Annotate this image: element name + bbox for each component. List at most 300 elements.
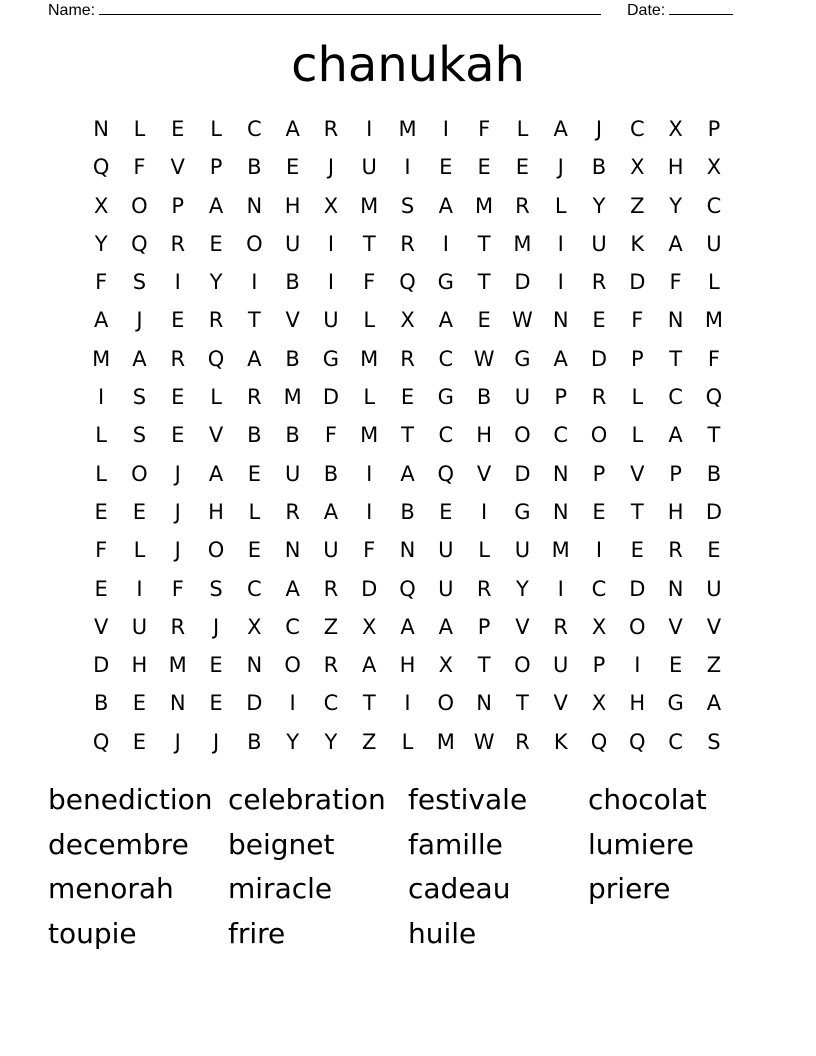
- grid-letter[interactable]: R: [591, 385, 607, 410]
- grid-letter[interactable]: B: [247, 729, 262, 754]
- grid-letter[interactable]: B: [285, 346, 300, 371]
- grid-letter[interactable]: S: [707, 729, 721, 754]
- grid-letter[interactable]: I: [136, 576, 143, 601]
- grid-letter[interactable]: A: [668, 423, 683, 448]
- grid-letter[interactable]: G: [667, 691, 684, 716]
- grid-letter[interactable]: A: [323, 499, 339, 524]
- grid-letter[interactable]: D: [705, 499, 722, 524]
- grid-letter[interactable]: T: [669, 346, 683, 371]
- grid-letter[interactable]: Y: [516, 576, 529, 601]
- grid-letter[interactable]: A: [438, 193, 453, 218]
- grid-letter[interactable]: U: [438, 576, 454, 601]
- grid-letter[interactable]: Q: [131, 231, 148, 256]
- grid-letter[interactable]: V: [285, 308, 300, 333]
- grid-letter[interactable]: X: [362, 614, 377, 639]
- grid-letter[interactable]: E: [171, 385, 185, 410]
- grid-letter[interactable]: F: [478, 117, 491, 141]
- grid-letter[interactable]: E: [94, 576, 108, 601]
- grid-letter[interactable]: J: [174, 461, 181, 486]
- grid-letter[interactable]: E: [209, 691, 223, 716]
- grid-letter[interactable]: N: [246, 193, 263, 218]
- grid-letter[interactable]: E: [285, 155, 300, 180]
- grid-letter[interactable]: R: [400, 346, 415, 371]
- grid-row: [82, 110, 736, 148]
- grid-letter[interactable]: N: [552, 499, 569, 524]
- grid-letter[interactable]: D: [629, 576, 646, 601]
- grid-letter[interactable]: X: [400, 308, 415, 333]
- grid-letter[interactable]: Q: [590, 729, 608, 754]
- word-bank-item: famille: [408, 827, 503, 861]
- grid-letter[interactable]: D: [361, 576, 378, 601]
- grid-letter[interactable]: R: [476, 576, 492, 601]
- grid-letter[interactable]: R: [515, 729, 530, 754]
- grid-letter[interactable]: B: [285, 270, 300, 295]
- grid-letter[interactable]: Y: [209, 270, 223, 295]
- grid-letter[interactable]: J: [174, 538, 181, 563]
- grid-letter[interactable]: H: [476, 423, 493, 448]
- grid-letter[interactable]: X: [93, 193, 109, 218]
- grid-letter[interactable]: X: [668, 117, 683, 141]
- grid-letter[interactable]: L: [133, 538, 146, 563]
- grid-letter[interactable]: O: [131, 193, 148, 218]
- grid-letter[interactable]: M: [551, 538, 570, 563]
- grid-letter[interactable]: E: [171, 423, 185, 448]
- name-field: [48, 0, 601, 20]
- grid-letter[interactable]: I: [174, 270, 181, 295]
- grid-letter[interactable]: C: [668, 729, 683, 754]
- grid-letter[interactable]: Q: [92, 729, 110, 754]
- grid-letter[interactable]: N: [284, 538, 301, 563]
- grid-letter[interactable]: B: [591, 155, 607, 180]
- grid-letter[interactable]: N: [399, 538, 416, 563]
- grid-letter[interactable]: R: [515, 193, 530, 218]
- grid-letter[interactable]: E: [247, 461, 261, 486]
- grid-letter[interactable]: B: [93, 691, 109, 716]
- grid-letter[interactable]: A: [438, 308, 453, 333]
- grid-letter[interactable]: L: [708, 270, 720, 295]
- grid-letter[interactable]: G: [514, 346, 531, 371]
- grid-letter[interactable]: Q: [92, 155, 110, 180]
- grid-letter[interactable]: F: [631, 308, 644, 333]
- grid-letter[interactable]: B: [476, 385, 492, 410]
- grid-letter[interactable]: Q: [705, 385, 723, 410]
- grid-letter[interactable]: F: [324, 423, 337, 448]
- grid-letter[interactable]: P: [477, 614, 491, 639]
- grid-letter[interactable]: U: [284, 231, 301, 256]
- grid-letter[interactable]: J: [136, 308, 143, 333]
- grid-letter[interactable]: S: [400, 193, 415, 218]
- grid-letter[interactable]: E: [439, 155, 453, 180]
- grid-letter[interactable]: D: [93, 653, 110, 678]
- grid-letter[interactable]: U: [131, 614, 148, 639]
- grid-letter[interactable]: M: [283, 385, 302, 410]
- grid-letter[interactable]: U: [323, 538, 339, 563]
- grid-letter[interactable]: K: [630, 231, 645, 256]
- grid-letter[interactable]: C: [285, 614, 300, 639]
- grid-letter[interactable]: U: [591, 231, 607, 256]
- grid-letter[interactable]: O: [131, 461, 148, 486]
- grid-letter[interactable]: O: [207, 538, 225, 563]
- grid-letter[interactable]: A: [132, 346, 147, 371]
- grid-letter[interactable]: I: [289, 691, 296, 716]
- grid-letter[interactable]: J: [595, 117, 603, 141]
- grid-letter[interactable]: F: [707, 346, 720, 371]
- grid-letter[interactable]: E: [132, 499, 147, 524]
- grid-letter[interactable]: X: [438, 653, 454, 678]
- grid-letter[interactable]: Q: [629, 729, 646, 754]
- grid-letter[interactable]: F: [133, 155, 146, 180]
- grid-letter[interactable]: O: [514, 423, 531, 448]
- grid-letter[interactable]: H: [399, 653, 416, 678]
- grid-letter[interactable]: V: [93, 614, 109, 639]
- grid-letter[interactable]: J: [327, 155, 335, 180]
- word-bank-item: miracle: [228, 872, 333, 905]
- grid-letter[interactable]: Q: [207, 346, 225, 371]
- grid-letter[interactable]: T: [707, 423, 721, 448]
- grid-letter[interactable]: I: [404, 691, 411, 716]
- grid-letter[interactable]: A: [208, 461, 224, 486]
- grid-letter[interactable]: I: [251, 270, 258, 295]
- grid-letter[interactable]: J: [174, 499, 181, 524]
- grid-letter[interactable]: D: [514, 270, 531, 295]
- grid-letter[interactable]: E: [477, 308, 491, 333]
- grid-letter[interactable]: M: [704, 308, 723, 333]
- grid-letter[interactable]: M: [360, 346, 379, 371]
- grid-letter[interactable]: V: [170, 155, 185, 180]
- grid-letter[interactable]: A: [706, 691, 722, 716]
- grid-letter[interactable]: R: [323, 653, 339, 678]
- grid-letter[interactable]: L: [95, 461, 107, 486]
- grid-letter[interactable]: C: [323, 691, 339, 716]
- grid-letter[interactable]: E: [209, 653, 223, 678]
- grid-letter[interactable]: A: [400, 614, 415, 639]
- grid-letter[interactable]: B: [400, 499, 415, 524]
- grid-letter[interactable]: B: [285, 423, 300, 448]
- grid-letter[interactable]: H: [667, 499, 684, 524]
- grid-letter[interactable]: Q: [399, 270, 416, 295]
- grid-letter[interactable]: O: [590, 423, 608, 448]
- grid-letter[interactable]: Z: [630, 193, 645, 218]
- grid-letter[interactable]: T: [401, 423, 414, 448]
- grid-letter[interactable]: V: [706, 614, 722, 639]
- word-bank-item: frire: [228, 916, 286, 950]
- grid-letter[interactable]: L: [516, 117, 529, 141]
- grid-letter[interactable]: P: [592, 461, 606, 486]
- grid-letter[interactable]: P: [592, 653, 606, 678]
- grid-letter[interactable]: Y: [592, 193, 606, 218]
- grid-letter[interactable]: U: [514, 538, 531, 563]
- grid-letter[interactable]: K: [553, 729, 568, 754]
- grid-letter[interactable]: U: [323, 308, 339, 333]
- grid-letter[interactable]: E: [592, 308, 606, 333]
- grid-letter[interactable]: X: [323, 193, 339, 218]
- grid-letter[interactable]: U: [706, 231, 722, 256]
- grid-letter[interactable]: E: [668, 653, 683, 678]
- grid-letter[interactable]: R: [323, 117, 339, 141]
- grid-letter[interactable]: O: [437, 691, 455, 716]
- grid-letter[interactable]: I: [404, 155, 411, 180]
- grid-letter[interactable]: C: [247, 117, 262, 141]
- grid-letter[interactable]: I: [442, 117, 449, 141]
- grid-letter[interactable]: E: [247, 538, 261, 563]
- grid-letter[interactable]: R: [208, 308, 224, 333]
- grid-letter[interactable]: J: [212, 729, 220, 754]
- grid-letter[interactable]: T: [516, 691, 529, 716]
- grid-letter[interactable]: B: [247, 423, 262, 448]
- grid-letter[interactable]: M: [475, 193, 494, 218]
- grid-letter[interactable]: S: [132, 423, 147, 448]
- grid-letter[interactable]: G: [322, 346, 340, 371]
- grid-letter[interactable]: Q: [399, 576, 416, 601]
- grid-letter[interactable]: E: [439, 499, 453, 524]
- grid-letter[interactable]: E: [94, 499, 108, 524]
- grid-letter[interactable]: N: [667, 576, 684, 601]
- grid-letter[interactable]: Z: [706, 653, 722, 678]
- grid-letter[interactable]: I: [442, 231, 449, 256]
- grid-letter[interactable]: I: [327, 270, 335, 295]
- grid-letter[interactable]: F: [363, 270, 376, 295]
- grid-letter[interactable]: S: [132, 270, 147, 295]
- grid-letter[interactable]: H: [131, 653, 148, 678]
- grid-letter[interactable]: O: [284, 653, 301, 678]
- grid-letter[interactable]: R: [591, 270, 607, 295]
- grid-letter[interactable]: I: [366, 461, 373, 486]
- grid-letter[interactable]: H: [629, 691, 646, 716]
- grid-letter[interactable]: M: [360, 193, 379, 218]
- grid-letter[interactable]: Y: [324, 729, 338, 754]
- grid-letter[interactable]: T: [630, 499, 644, 524]
- grid-letter[interactable]: I: [98, 385, 105, 410]
- grid-letter[interactable]: D: [629, 270, 646, 295]
- grid-letter[interactable]: A: [362, 653, 377, 678]
- grid-letter[interactable]: M: [168, 653, 187, 678]
- grid-letter[interactable]: L: [133, 117, 146, 141]
- grid-letter[interactable]: L: [478, 538, 490, 563]
- grid-letter[interactable]: L: [248, 499, 261, 524]
- grid-letter[interactable]: I: [557, 576, 564, 601]
- grid-letter[interactable]: O: [629, 614, 646, 639]
- grid-letter[interactable]: A: [247, 346, 262, 371]
- grid-letter[interactable]: R: [170, 346, 186, 371]
- grid-letter[interactable]: T: [477, 270, 491, 295]
- grid-letter[interactable]: G: [514, 499, 531, 524]
- grid-letter[interactable]: T: [247, 308, 261, 333]
- grid-letter[interactable]: I: [557, 270, 564, 295]
- grid-letter[interactable]: B: [706, 461, 722, 486]
- grid-letter[interactable]: L: [210, 117, 222, 141]
- grid-letter[interactable]: R: [553, 614, 568, 639]
- grid-letter[interactable]: U: [284, 461, 301, 486]
- grid-letter[interactable]: Z: [362, 729, 377, 754]
- grid-letter[interactable]: C: [438, 423, 454, 448]
- grid-letter[interactable]: R: [247, 385, 262, 410]
- grid-letter[interactable]: L: [363, 385, 376, 410]
- grid-letter[interactable]: E: [171, 308, 185, 333]
- grid-letter[interactable]: P: [707, 117, 721, 141]
- grid-letter[interactable]: I: [366, 117, 373, 141]
- grid-letter[interactable]: A: [438, 614, 453, 639]
- grid-letter[interactable]: L: [210, 385, 222, 410]
- grid-letter[interactable]: E: [630, 538, 644, 563]
- grid-letter[interactable]: F: [95, 270, 108, 295]
- grid-letter[interactable]: T: [477, 231, 491, 256]
- grid-letter[interactable]: L: [554, 193, 567, 218]
- grid-letter[interactable]: A: [553, 117, 568, 141]
- grid-letter[interactable]: G: [437, 385, 454, 410]
- grid-letter[interactable]: L: [363, 308, 376, 333]
- grid-letter[interactable]: I: [595, 538, 603, 563]
- word-bank-item: beignet: [228, 827, 335, 861]
- grid-letter[interactable]: O: [514, 653, 531, 678]
- grid-letter[interactable]: C: [247, 576, 262, 601]
- grid-letter[interactable]: C: [591, 576, 607, 601]
- grid-letter[interactable]: W: [473, 729, 495, 754]
- grid-letter[interactable]: M: [398, 117, 417, 141]
- grid-letter[interactable]: H: [284, 193, 301, 218]
- grid-letter[interactable]: N: [667, 308, 684, 333]
- grid-letter[interactable]: Y: [669, 193, 683, 218]
- grid-letter[interactable]: Z: [323, 614, 339, 639]
- grid-letter[interactable]: M: [92, 346, 111, 371]
- grid-letter[interactable]: X: [591, 614, 607, 639]
- grid-letter[interactable]: N: [169, 691, 186, 716]
- grid-letter[interactable]: V: [553, 691, 568, 716]
- grid-letter[interactable]: A: [93, 308, 109, 333]
- grid-letter[interactable]: M: [436, 729, 455, 754]
- grid-letter[interactable]: P: [209, 155, 223, 180]
- grid-letter[interactable]: A: [208, 193, 224, 218]
- grid-letter[interactable]: V: [208, 423, 224, 448]
- name-blank-line[interactable]: [99, 0, 601, 15]
- grid-letter[interactable]: F: [171, 576, 184, 601]
- grid-letter[interactable]: W: [473, 346, 495, 371]
- grid-letter[interactable]: X: [247, 614, 262, 639]
- word-bank-item: benediction: [48, 783, 213, 816]
- grid-letter[interactable]: M: [360, 423, 379, 448]
- grid-letter[interactable]: C: [553, 423, 569, 448]
- grid-letter[interactable]: T: [477, 653, 491, 678]
- grid-letter[interactable]: E: [400, 385, 415, 410]
- grid-letter[interactable]: E: [707, 538, 721, 563]
- grid-letter[interactable]: B: [323, 461, 339, 486]
- grid-letter[interactable]: N: [552, 308, 569, 333]
- grid-letter[interactable]: U: [438, 538, 454, 563]
- grid-letter[interactable]: E: [132, 729, 147, 754]
- grid-letter[interactable]: I: [634, 653, 641, 678]
- grid-letter[interactable]: X: [706, 155, 722, 180]
- grid-letter[interactable]: W: [512, 308, 533, 333]
- grid-letter[interactable]: P: [669, 461, 682, 486]
- grid-letter[interactable]: D: [322, 385, 340, 410]
- grid-letter[interactable]: A: [668, 231, 683, 256]
- grid-letter[interactable]: F: [363, 538, 376, 563]
- grid-letter[interactable]: S: [209, 576, 223, 601]
- grid-letter[interactable]: X: [630, 155, 645, 180]
- grid-letter[interactable]: Y: [286, 729, 300, 754]
- grid-letter[interactable]: V: [515, 614, 530, 639]
- grid-letter[interactable]: B: [247, 155, 262, 180]
- grid-letter[interactable]: C: [438, 346, 454, 371]
- grid-letter[interactable]: S: [132, 385, 147, 410]
- date-blank-line[interactable]: [669, 0, 733, 15]
- grid-letter[interactable]: L: [631, 423, 644, 448]
- grid-letter[interactable]: D: [514, 461, 531, 486]
- grid-letter[interactable]: H: [667, 155, 684, 180]
- grid-letter[interactable]: T: [362, 231, 376, 256]
- grid-letter[interactable]: O: [246, 231, 263, 256]
- grid-letter[interactable]: J: [212, 614, 220, 639]
- grid-letter[interactable]: X: [591, 691, 607, 716]
- grid-letter[interactable]: N: [93, 117, 109, 141]
- grid-letter[interactable]: I: [327, 231, 335, 256]
- grid-letter[interactable]: F: [95, 538, 108, 563]
- grid-letter[interactable]: R: [668, 538, 683, 563]
- grid-letter[interactable]: E: [171, 117, 185, 141]
- grid-letter[interactable]: U: [361, 155, 377, 180]
- grid-letter[interactable]: U: [706, 576, 722, 601]
- grid-letter[interactable]: T: [362, 691, 376, 716]
- grid-letter[interactable]: E: [592, 499, 606, 524]
- grid-letter[interactable]: P: [630, 346, 644, 371]
- grid-letter[interactable]: N: [476, 691, 492, 716]
- grid-letter[interactable]: C: [668, 385, 683, 410]
- grid-letter[interactable]: J: [557, 155, 564, 180]
- grid-letter[interactable]: U: [553, 653, 569, 678]
- grid-letter[interactable]: H: [208, 499, 224, 524]
- grid-letter[interactable]: E: [132, 691, 147, 716]
- grid-letter[interactable]: A: [553, 346, 568, 371]
- grid-letter[interactable]: R: [323, 576, 339, 601]
- grid-letter[interactable]: N: [246, 653, 263, 678]
- grid-letter[interactable]: F: [669, 270, 682, 295]
- grid-row: [82, 340, 736, 378]
- grid-letter[interactable]: V: [476, 461, 492, 486]
- grid-letter[interactable]: Q: [437, 461, 455, 486]
- grid-letter[interactable]: I: [557, 231, 564, 256]
- grid-letter[interactable]: I: [366, 499, 373, 524]
- grid-letter[interactable]: A: [400, 461, 415, 486]
- grid-letter[interactable]: V: [668, 614, 683, 639]
- grid-letter[interactable]: G: [437, 270, 454, 295]
- grid-letter[interactable]: U: [514, 385, 531, 410]
- grid-letter[interactable]: R: [170, 614, 186, 639]
- grid-letter[interactable]: L: [631, 385, 644, 410]
- grid-letter[interactable]: V: [630, 461, 645, 486]
- grid-letter[interactable]: N: [552, 461, 569, 486]
- grid-letter[interactable]: C: [706, 193, 722, 218]
- grid-letter[interactable]: R: [400, 231, 415, 256]
- grid-letter[interactable]: Y: [94, 231, 108, 256]
- grid-letter[interactable]: E: [477, 155, 491, 180]
- grid-letter[interactable]: E: [209, 231, 223, 256]
- grid-letter[interactable]: R: [285, 499, 300, 524]
- grid-letter[interactable]: D: [590, 346, 608, 371]
- grid-letter[interactable]: L: [95, 423, 107, 448]
- grid-letter[interactable]: A: [285, 117, 300, 141]
- grid-letter[interactable]: L: [401, 729, 414, 754]
- grid-letter[interactable]: P: [554, 385, 568, 410]
- grid-letter[interactable]: A: [285, 576, 300, 601]
- grid-letter[interactable]: I: [481, 499, 488, 524]
- grid-row: [82, 723, 736, 761]
- grid-letter[interactable]: E: [515, 155, 530, 180]
- grid-letter[interactable]: D: [246, 691, 263, 716]
- grid-letter[interactable]: R: [170, 231, 186, 256]
- grid-letter[interactable]: M: [513, 231, 532, 256]
- grid-letter[interactable]: P: [171, 193, 185, 218]
- grid-letter[interactable]: C: [629, 117, 645, 141]
- grid-letter[interactable]: J: [174, 729, 181, 754]
